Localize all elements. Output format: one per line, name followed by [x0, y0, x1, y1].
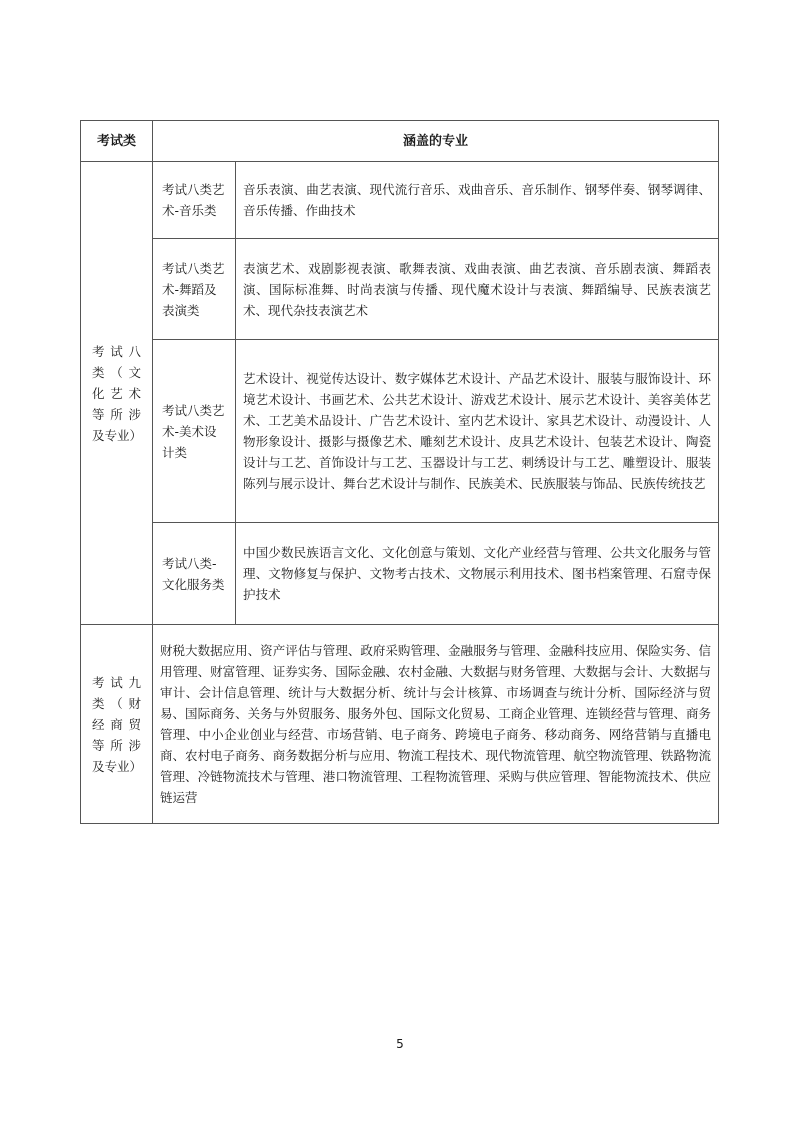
majors-cell: 中国少数民族语言文化、文化创意与策划、文化产业经营与管理、公共文化服务与管理、文物修复与保护、文物考古技术、文物展示利用技术、图书档案管理、石窟寺保护技术	[236, 523, 719, 625]
table-row	[81, 523, 719, 625]
majors-cell: 音乐表演、曲艺表演、现代流行音乐、戏曲音乐、音乐制作、钢琴伴奏、钢琴调律、音乐传播、作曲技术	[236, 162, 719, 239]
subcategory-cell: 考试八类-文化服务类	[153, 523, 236, 625]
table-row	[81, 239, 719, 340]
subcategory-cell: 考试八类艺术-音乐类	[153, 162, 236, 239]
majors-cell: 表演艺术、戏剧影视表演、歌舞表演、戏曲表演、曲艺表演、音乐剧表演、舞蹈表演、国际标准舞、时尚表演与传播、现代魔术设计与表演、舞蹈编导、民族表演艺术、现代杂技表演艺术	[236, 239, 719, 340]
table-row	[81, 625, 719, 824]
majors-cell: 艺术设计、视觉传达设计、数字媒体艺术设计、产品艺术设计、服装与服饰设计、环境艺术设计、书画艺术、公共艺术设计、游戏艺术设计、展示艺术设计、美容美体艺术、工艺美术品设计、广告艺术设计、室内艺术设计、家具艺术设计、动漫设计、人物形象设计、摄影与摄像艺术、雕刻艺术设计、皮具艺术设计、包装艺术设计、陶瓷设计与工艺、首饰设计与工艺、玉器设计与工艺、刺绣设计与工艺、雕塑设计、服装陈列与展示设计、舞台艺术设计与制作、民族美术、民族服装与饰品、民族传统技艺	[236, 340, 719, 523]
majors-table	[80, 120, 719, 824]
category-cell-8: 考试八类（文化艺术等所涉及专业）	[81, 162, 153, 625]
majors-cell: 财税大数据应用、资产评估与管理、政府采购管理、金融服务与管理、金融科技应用、保险实务、信用管理、财富管理、证券实务、国际金融、农村金融、大数据与财务管理、大数据与会计、大数据与审计、会计信息管理、统计与大数据分析、统计与会计核算、市场调查与统计分析、国际经济与贸易、国际商务、关务与外贸服务、服务外包、国际文化贸易、工商企业管理、连锁经营与管理、商务管理、中小企业创业与经营、市场营销、电子商务、跨境电子商务、移动商务、网络营销与直播电商、农村电子商务、商务数据分析与应用、物流工程技术、现代物流管理、航空物流管理、铁路物流管理、冷链物流技术与管理、港口物流管理、工程物流管理、采购与供应管理、智能物流技术、供应链运营	[153, 625, 719, 824]
subcategory-cell: 考试八类艺术-美术设计类	[153, 340, 236, 523]
table-row	[81, 340, 719, 523]
table-row	[81, 162, 719, 239]
header-category: 考试类	[81, 121, 153, 162]
category-cell-9: 考试九类（财经商贸等所涉及专业）	[81, 625, 153, 824]
header-row	[81, 121, 719, 162]
page-number: 5	[396, 1037, 404, 1051]
subcategory-cell: 考试八类艺术-舞蹈及表演类	[153, 239, 236, 340]
header-majors: 涵盖的专业	[153, 121, 719, 162]
